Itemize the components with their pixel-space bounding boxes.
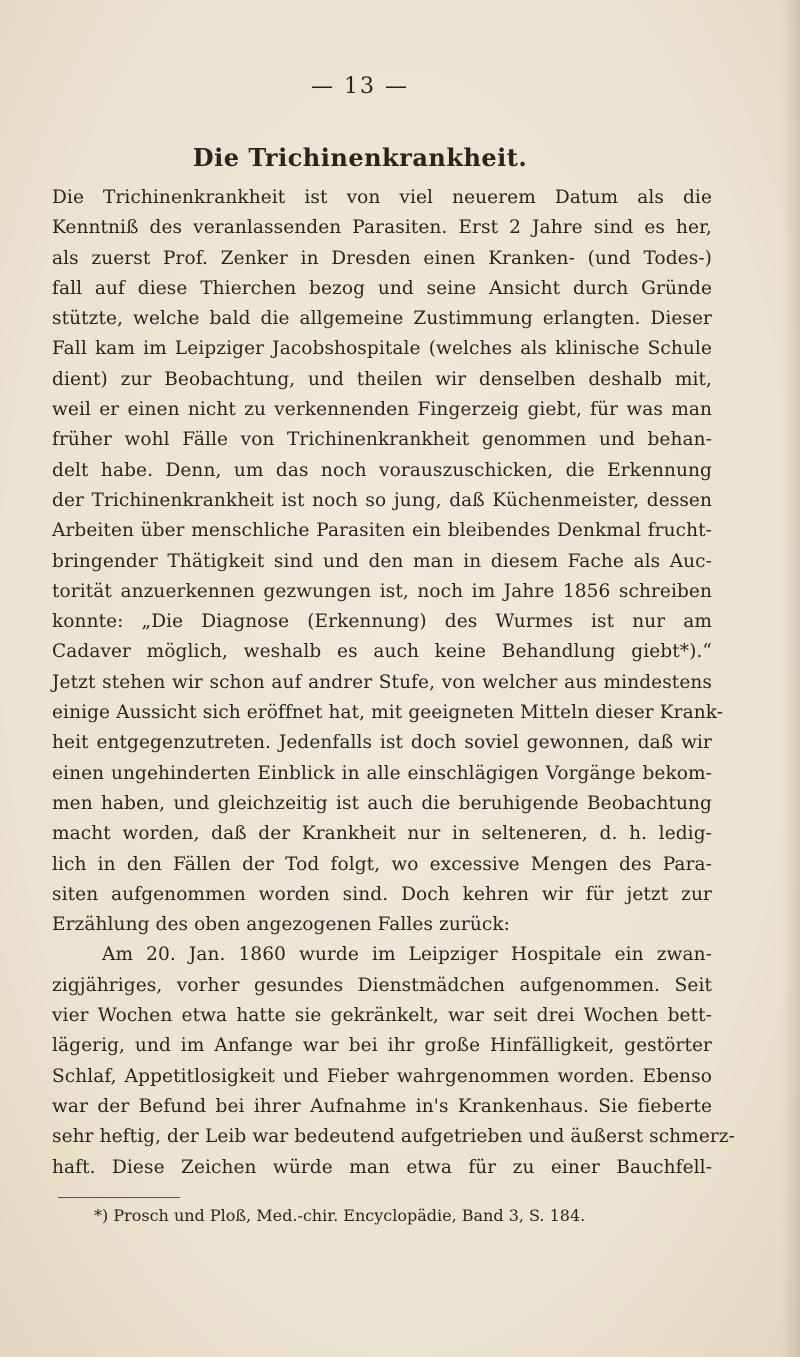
text-line: Schlaf, Appetitlosigkeit und Fieber wahrgenommen worden. Ebenso bbox=[52, 1065, 712, 1087]
body-text bbox=[52, 183, 736, 1183]
text-line: Kenntniß des veranlassenden Parasiten. Erst 2 Jahre sind es her, bbox=[52, 217, 712, 239]
text-line: delt habe. Denn, um das noch vorauszuschicken, die Erkennung bbox=[52, 459, 712, 481]
text-line: Jetzt stehen wir schon auf andrer Stufe, von welcher aus mindestens bbox=[52, 671, 712, 693]
text-line: dient) zur Beobachtung, und theilen wir denselben deshalb mit, bbox=[52, 368, 712, 390]
text-line: zigjähriges, vorher gesundes Dienstmädchen aufgenommen. Seit bbox=[52, 974, 712, 996]
text-line: der Trichinenkrankheit ist noch so jung, daß Küchenmeister, dessen bbox=[52, 489, 712, 511]
page-edge-shadow bbox=[782, 0, 800, 1357]
page-number: — 13 — bbox=[311, 74, 409, 99]
text-line: einige Aussicht sich eröffnet hat, mit geeigneten Mitteln dieser Krank- bbox=[52, 702, 724, 724]
chapter-title: Die Trichinenkrankheit. bbox=[192, 143, 528, 172]
text-line: stützte, welche bald die allgemeine Zustimmung erlangten. Dieser bbox=[52, 308, 712, 330]
text-line: Die Trichinenkrankheit ist von viel neuerem Datum als die bbox=[52, 187, 712, 208]
text-line: macht worden, daß der Krankheit nur in selteneren, d. h. ledig- bbox=[52, 823, 712, 845]
text-line: Fall kam im Leipziger Jacobshospitale (welches als klinische Schule bbox=[52, 338, 712, 360]
text-line: Cadaver möglich, weshalb es auch keine Behandlung giebt*).“ bbox=[52, 641, 712, 663]
text-line-paragraph-start: Am 20. Jan. 1860 wurde im Leipziger Hospitale ein zwan- bbox=[102, 944, 712, 966]
text-line: Arbeiten über menschliche Parasiten ein bleibendes Denkmal frucht- bbox=[52, 520, 712, 542]
text-line: als zuerst Prof. Zenker in Dresden einen Kranken- (und Todes-) bbox=[52, 247, 712, 269]
text-line: sehr heftig, der Leib war bedeutend aufgetrieben und äußerst schmerz- bbox=[52, 1126, 736, 1148]
text-line: siten aufgenommen worden sind. Doch kehren wir für jetzt zur bbox=[52, 883, 712, 905]
text-line: heit entgegenzutreten. Jedenfalls ist doch soviel gewonnen, daß wir bbox=[52, 732, 712, 754]
text-line: haft. Diese Zeichen würde man etwa für zu einer Bauchfell- bbox=[52, 1156, 712, 1178]
footnote-divider bbox=[58, 1197, 180, 1198]
text-line: lich in den Fällen der Tod folgt, wo excessive Mengen des Para- bbox=[52, 853, 712, 875]
text-line: weil er einen nicht zu verkennenden Fingerzeig giebt, für was man bbox=[52, 399, 712, 421]
footnote: *) Prosch und Ploß, Med.-chir. Encyclopädie, Band 3, S. 184. bbox=[94, 1206, 586, 1225]
text-line: torität anzuerkennen gezwungen ist, noch im Jahre 1856 schreiben bbox=[52, 580, 712, 602]
text-line: konnte: „Die Diagnose (Erkennung) des Wurmes ist nur am bbox=[52, 611, 712, 633]
text-line: lägerig, und im Anfange war bei ihr große Hinfälligkeit, gestörter bbox=[52, 1035, 712, 1057]
text-line: vier Wochen etwa hatte sie gekränkelt, war seit drei Wochen bett- bbox=[52, 1005, 712, 1027]
text-line-paragraph-end: Erzählung des oben angezogenen Falles zurück: bbox=[52, 914, 510, 936]
text-line: bringender Thätigkeit sind und den man in diesem Fache als Auc- bbox=[52, 550, 712, 572]
text-line: früher wohl Fälle von Trichinenkrankheit genommen und behan- bbox=[52, 429, 712, 451]
text-line: war der Befund bei ihrer Aufnahme in's Krankenhaus. Sie fieberte bbox=[52, 1095, 712, 1117]
text-line: fall auf diese Thierchen bezog und seine Ansicht durch Gründe bbox=[52, 277, 712, 299]
text-line: men haben, und gleichzeitig ist auch die beruhigende Beobachtung bbox=[52, 792, 712, 814]
text-line: einen ungehinderten Einblick in alle einschlägigen Vorgänge bekom- bbox=[52, 762, 712, 784]
